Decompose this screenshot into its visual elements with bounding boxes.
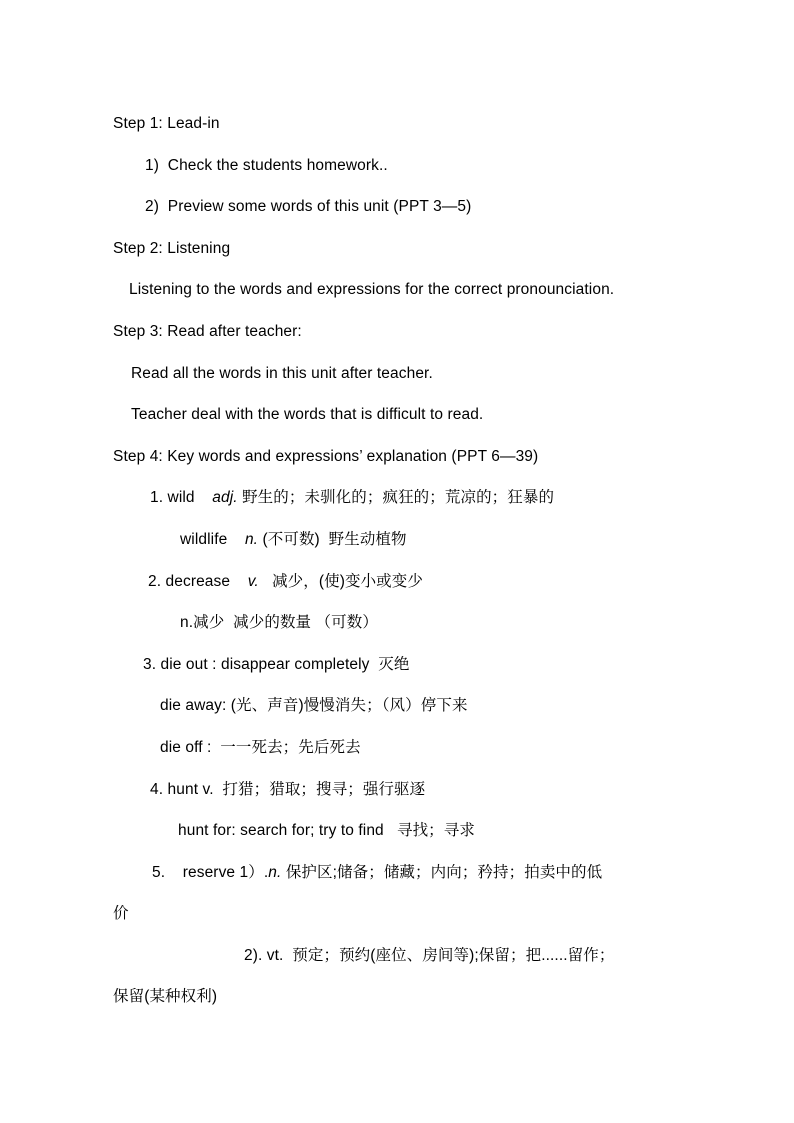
document-line bbox=[113, 727, 704, 769]
text-segment-italic: n. bbox=[244, 530, 259, 548]
text-segment: die away: (光、声音)慢慢消失；（风）停下来 bbox=[160, 697, 468, 715]
document-line bbox=[113, 103, 704, 145]
text-segment-italic: n. bbox=[268, 863, 282, 881]
document-line bbox=[113, 644, 704, 686]
document-body bbox=[113, 103, 704, 1018]
document-line bbox=[113, 145, 704, 187]
document-line bbox=[113, 976, 704, 1018]
text-segment: Teacher deal with the words that is difficult to read. bbox=[131, 406, 484, 424]
document-line bbox=[113, 311, 704, 353]
document-line bbox=[113, 228, 704, 270]
document-line bbox=[113, 519, 704, 561]
text-segment: 2. decrease bbox=[148, 572, 248, 590]
document-line bbox=[113, 353, 704, 395]
document-line bbox=[113, 893, 704, 935]
document-line bbox=[113, 810, 704, 852]
document-line bbox=[113, 685, 704, 727]
document-line bbox=[113, 769, 704, 811]
text-segment: 保留(某种权利) bbox=[113, 988, 218, 1006]
document-line bbox=[113, 436, 704, 478]
text-segment: 价 bbox=[113, 905, 129, 923]
document-line bbox=[113, 394, 704, 436]
text-segment: 2) Preview some words of this unit (PPT 3—5) bbox=[145, 198, 472, 216]
document-line bbox=[113, 852, 704, 894]
text-segment: Step 4: Key words and expressions’ explanation (PPT 6—39) bbox=[113, 447, 539, 465]
text-segment: die off : 一一死去；先后死去 bbox=[160, 738, 361, 756]
text-segment: 野生的；未驯化的；疯狂的；荒凉的；狂暴的 bbox=[237, 489, 555, 507]
text-segment: hunt for: search for; try to find 寻找；寻求 bbox=[178, 822, 475, 840]
text-segment: 减少，(使)变小或变少 bbox=[258, 572, 423, 590]
text-segment: Step 2: Listening bbox=[113, 239, 231, 257]
document-line bbox=[113, 602, 704, 644]
text-segment-italic: adj. bbox=[212, 489, 238, 507]
text-segment: 2). vt. 预定；预约(座位、房间等);保留；把......留作； bbox=[244, 946, 615, 964]
document-line bbox=[113, 477, 704, 519]
text-segment: 5. reserve 1）. bbox=[152, 863, 269, 881]
text-segment: Step 1: Lead-in bbox=[113, 115, 220, 132]
text-segment-italic: v. bbox=[247, 572, 259, 590]
document-line bbox=[113, 935, 704, 977]
text-segment: wildlife bbox=[180, 530, 245, 548]
text-segment: 1. wild bbox=[150, 489, 213, 507]
text-segment: 保护区;储备；储藏；内向；矜持；拍卖中的低 bbox=[281, 863, 603, 881]
document-line bbox=[113, 269, 704, 311]
text-segment: (不可数) 野生动植物 bbox=[258, 530, 407, 548]
text-segment: 1) Check the students homework.. bbox=[145, 156, 388, 174]
text-segment: n.减少 减少的数量 （可数） bbox=[180, 614, 378, 632]
text-segment: 4. hunt v. 打猎；猎取；搜寻；强行驱逐 bbox=[150, 780, 426, 798]
text-segment: Listening to the words and expressions for the correct pronounciation. bbox=[129, 281, 615, 299]
text-segment: Read all the words in this unit after teacher. bbox=[131, 364, 433, 382]
document-line bbox=[113, 186, 704, 228]
document-line bbox=[113, 561, 704, 603]
text-segment: 3. die out : disappear completely 灭绝 bbox=[143, 655, 410, 673]
text-segment: Step 3: Read after teacher: bbox=[113, 322, 302, 340]
